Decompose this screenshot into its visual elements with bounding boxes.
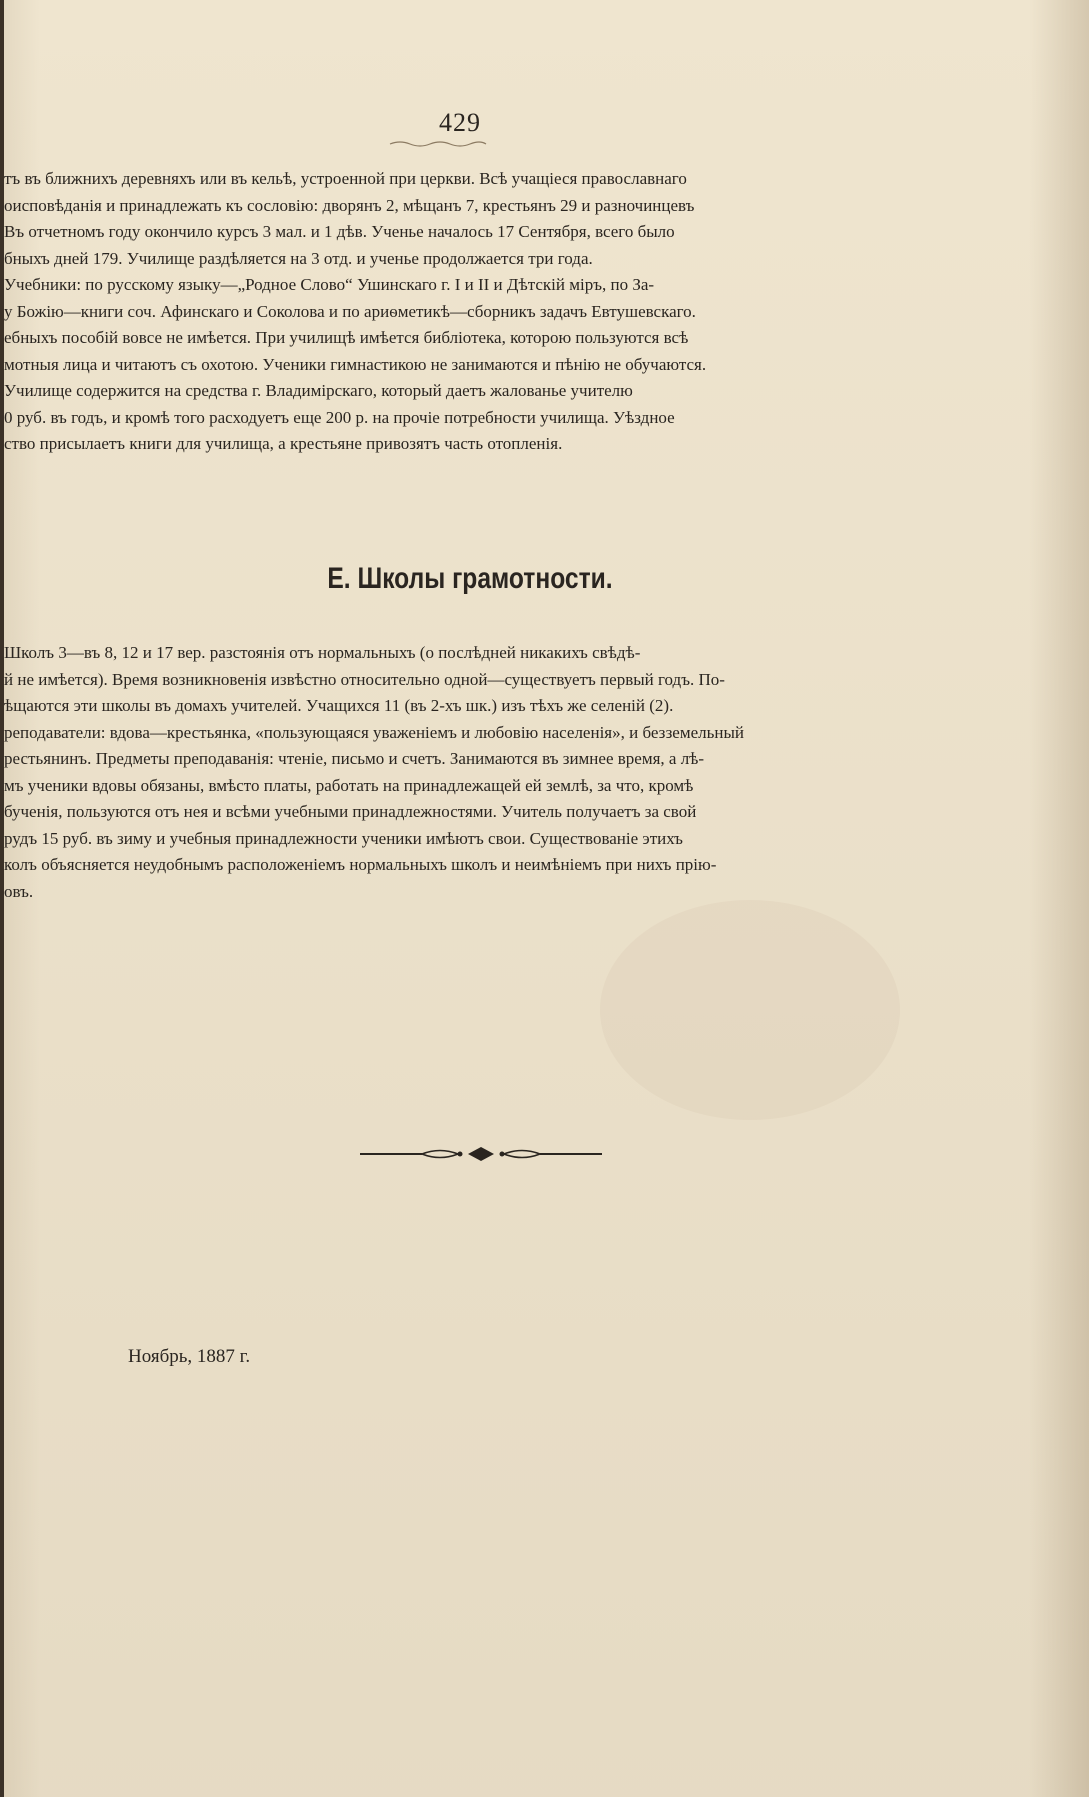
text-line: й не имѣется). Время возникновенія извѣстно относительно одной—существуетъ первый годъ. По- <box>4 669 725 689</box>
text-line: колъ объясняется неудобнымъ расположеніемъ нормальныхъ школъ и неимѣніемъ при нихъ прію- <box>4 855 717 874</box>
text-line: у Божію—книги соч. Афинскаго и Соколова и по ариѳметикѣ—сборникъ задачъ Евтушевскаго. <box>4 301 696 321</box>
section-divider-ornament <box>360 1145 602 1163</box>
text-line: бныхъ дней 179. Училище раздѣляется на 3 отд. и ученье продолжается три года. <box>4 248 593 268</box>
text-line: 0 руб. въ годъ, и кромѣ того расходуетъ еще 200 р. на прочіе потребности училища. Уѣздное <box>4 407 675 427</box>
paper-stain <box>600 900 900 1120</box>
section-title: Е. Школы грамотности. <box>327 562 613 595</box>
text-line: бученія, пользуются отъ нея и всѣми учебными принадлежностями. Учитель получаетъ за свой <box>4 802 697 821</box>
text-line: ебныхъ пособій вовсе не имѣется. При училищѣ имѣется библіотека, которою пользуются всѣ <box>4 328 689 347</box>
date-line: Ноябрь, 1887 г. <box>128 1346 251 1367</box>
text-line: Учебники: по русскому языку—„Родное Слово“ Ушинскаго г. I и II и Дѣтскій міръ, по За- <box>4 275 655 294</box>
text-line: ѣщаются эти школы въ домахъ учителей. Учащихся 11 (въ 2-хъ шк.) изъ тѣхъ же селеній (2). <box>4 696 674 715</box>
text-line: мотныя лица и читаютъ съ охотою. Ученики гимнастикою не занимаются и пѣнію не обучаются. <box>4 354 707 374</box>
text-line: Училище содержится на средства г. Владимірскаго, который даетъ жалованье учителю <box>4 381 633 400</box>
paragraph-block-1 <box>4 166 939 458</box>
text-line: Школъ 3—въ 8, 12 и 17 вер. разстоянія отъ нормальныхъ (о послѣдней никакихъ свѣдѣ- <box>4 643 641 662</box>
text-line: рестьянинъ. Предметы преподаванія: чтеніе, письмо и счетъ. Занимаются въ зимнее время, а лѣ- <box>4 749 705 768</box>
text-line: рудъ 15 руб. въ зиму и учебныя принадлежности ученики имѣютъ свои. Существованіе этихъ <box>4 828 683 848</box>
text-line: реподаватели: вдова—крестьянка, «пользующаяся уваженіемъ и любовію населенія», и безземельный <box>4 722 744 742</box>
text-line: тъ въ ближнихъ деревняхъ или въ кельѣ, устроенной при церкви. Всѣ учащіеся православнаго <box>4 169 687 188</box>
paragraph-block-2 <box>4 640 939 905</box>
page-number-flourish <box>388 140 488 148</box>
text-line: мъ ученики вдовы обязаны, вмѣсто платы, работать на принадлежащей ей землѣ, за что, кромѣ <box>4 775 694 795</box>
text-line: овъ. <box>4 881 34 901</box>
text-line: ство присылаетъ книги для училища, а крестьяне привозятъ часть отопленія. <box>4 434 563 453</box>
page-number: 429 <box>439 108 481 137</box>
text-line: оисповѣданія и принадлежать къ сословію: дворянъ 2, мѣщанъ 7, крестьянъ 29 и разночинцевъ <box>4 195 695 215</box>
text-line: Въ отчетномъ году окончило курсъ 3 мал. и 1 дѣв. Ученье началось 17 Сентября, всего было <box>4 222 675 241</box>
